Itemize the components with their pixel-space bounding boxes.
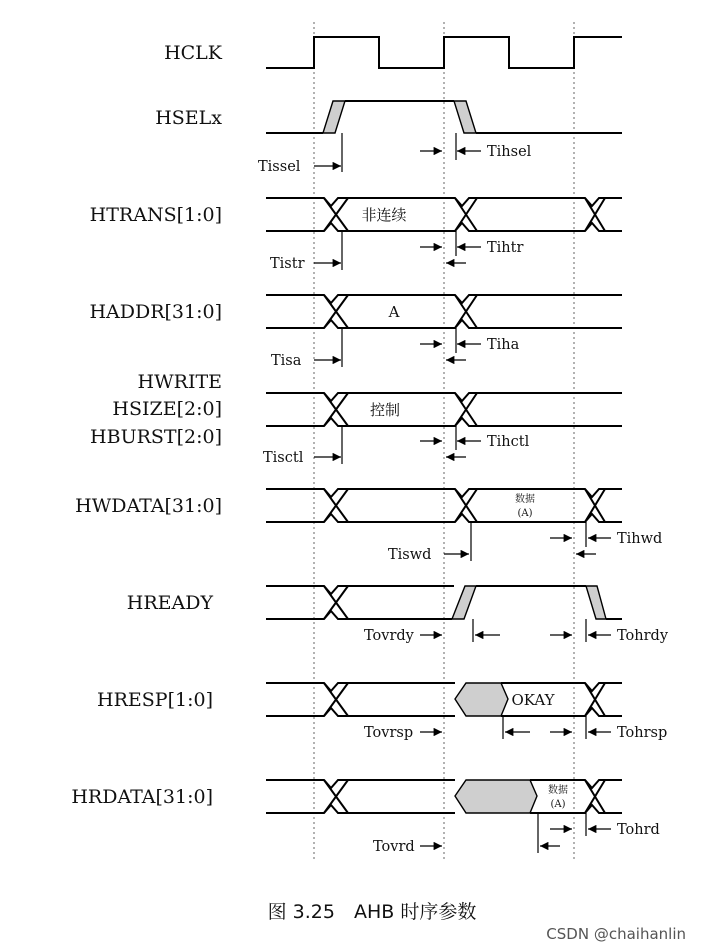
hwdata-value-line2: (A) (517, 508, 533, 519)
timing-label-tiha: Tiha (487, 337, 520, 353)
signal-label-hburst: HBURST[2:0] (90, 426, 222, 448)
timing-label-tisa: Tisa (271, 353, 302, 369)
timing-label-tisctl: Tisctl (263, 450, 304, 466)
timing-label-tihtr: Tihtr (487, 240, 524, 256)
haddr-value: A (388, 303, 400, 321)
signal-label-hresp: HRESP[1:0] (97, 689, 213, 711)
timing-label-tohrsp: Tohrsp (617, 725, 668, 741)
watermark: CSDN @chaihanlin (546, 925, 686, 943)
timing-label-tovrd: Tovrd (373, 839, 415, 855)
signal-label-hready: HREADY (126, 592, 213, 614)
hwdata-value-line1: 数据 (515, 494, 535, 505)
signal-label-htrans: HTRANS[1:0] (89, 204, 222, 226)
htrans-value: 非连续 (361, 206, 407, 224)
timing-label-tohrd: Tohrd (617, 822, 660, 838)
signal-label-hwdata: HWDATA[31:0] (75, 495, 222, 517)
timing-label-tissel: Tissel (258, 159, 301, 175)
hrdata-value-line2: (A) (550, 799, 566, 810)
timing-label-tistr: Tistr (270, 256, 305, 272)
timing-label-tiswd: Tiswd (388, 547, 432, 563)
timing-label-tihctl: Tihctl (487, 434, 530, 450)
signal-label-hsel: HSELx (155, 107, 222, 129)
timing-label-tovrsp: Tovrsp (364, 725, 414, 741)
signal-label-hrdata: HRDATA[31:0] (71, 786, 213, 808)
control-value: 控制 (369, 401, 401, 419)
signal-label-hsize: HSIZE[2:0] (112, 398, 222, 420)
figure-caption: 图 3.25 AHB 时序参数 (267, 901, 477, 923)
signal-label-hclk: HCLK (164, 42, 222, 64)
timing-label-tihsel: Tihsel (487, 144, 532, 160)
hclk-waveform (266, 37, 622, 68)
timing-label-tihwd: Tihwd (617, 531, 663, 547)
timing-label-tohrdy: Tohrdy (617, 628, 669, 644)
hresp-value: OKAY (511, 691, 555, 709)
signal-label-haddr: HADDR[31:0] (89, 301, 222, 323)
timing-label-tovrdy: Tovrdy (364, 628, 414, 644)
signal-label-hwrite: HWRITE (137, 371, 222, 393)
hrdata-value-line1: 数据 (548, 785, 568, 796)
